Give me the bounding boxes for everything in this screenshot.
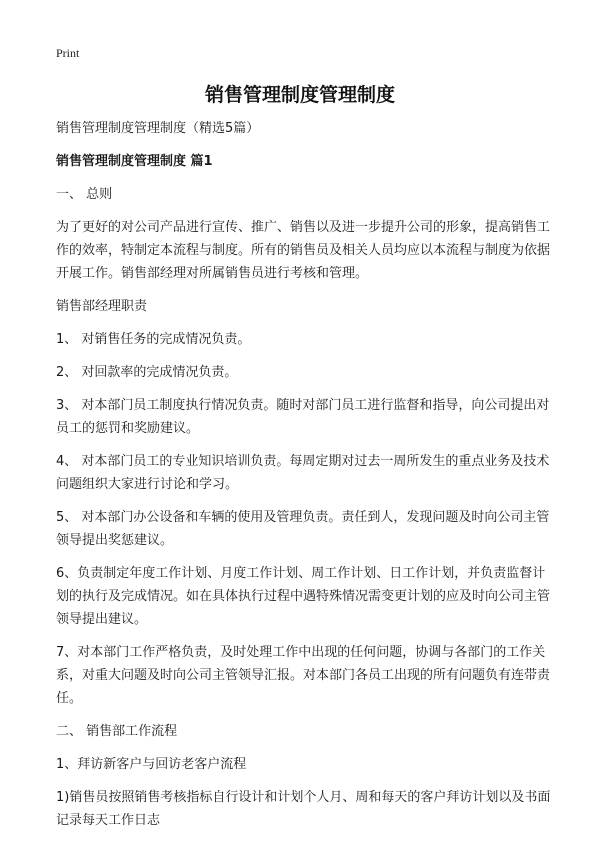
process-step-1: 1)销售员按照销售考核指标自行设计和计划个人月、周和每天的客户拜访计划以及书面记录每天工作日志 [56, 790, 551, 828]
duty-item-1: 1、 对销售任务的完成情况负责。 [56, 332, 251, 347]
duty-item-2: 2、 对回款率的完成情况负责。 [56, 365, 238, 380]
duty-item-4: 4、 对本部门员工的专业知识培训负责。每周定期对过去一周所发生的重点业务及技术问题组织大家进行讨论和学习。 [56, 454, 550, 492]
section-heading: 销售管理制度管理制度 篇1 [56, 154, 213, 169]
print-label: Print [56, 46, 80, 60]
heading-general-rules: 一、 总则 [56, 187, 113, 202]
document-title: 销售管理制度管理制度 [204, 84, 395, 106]
duty-item-6: 6、负责制定年度工作计划、月度工作计划、周工作计划、日工作计划，并负责监督计划的执行及完成情况。如在具体执行过程中遇特殊情况需变更计划的应及时向公司主管领导提出建议。 [56, 566, 551, 627]
heading-client-visit-process: 1、拜访新客户与回访老客户流程 [56, 757, 247, 772]
paragraph-purpose: 为了更好的对公司产品进行宣传、推广、销售以及进一步提升公司的形象，提高销售工作的效率，特制定本流程与制度。所有的销售员及相关人员均应以本流程与制度为依据开展工作。销售部经理对所属销售员进行考核和管理。 [56, 220, 551, 281]
heading-manager-duties: 销售部经理职责 [56, 299, 148, 314]
heading-workflow: 二、 销售部工作流程 [56, 724, 178, 739]
document-body [56, 117, 552, 842]
document-subtitle: 销售管理制度管理制度（精选5篇） [56, 121, 260, 136]
duty-item-7: 7、对本部门工作严格负责，及时处理工作中出现的任何问题，协调与各部门的工作关系，对重大问题及时向公司主管领导汇报。对本部门各员工出现的所有问题负有连带责任。 [56, 645, 551, 706]
duty-item-5: 5、 对本部门办公设备和车辆的使用及管理负责。责任到人，发现问题及时向公司主管领导提出奖惩建议。 [56, 510, 550, 548]
duty-item-3: 3、 对本部门员工制度执行情况负责。随时对部门员工进行监督和指导，向公司提出对员工的惩罚和奖励建议。 [56, 398, 550, 436]
